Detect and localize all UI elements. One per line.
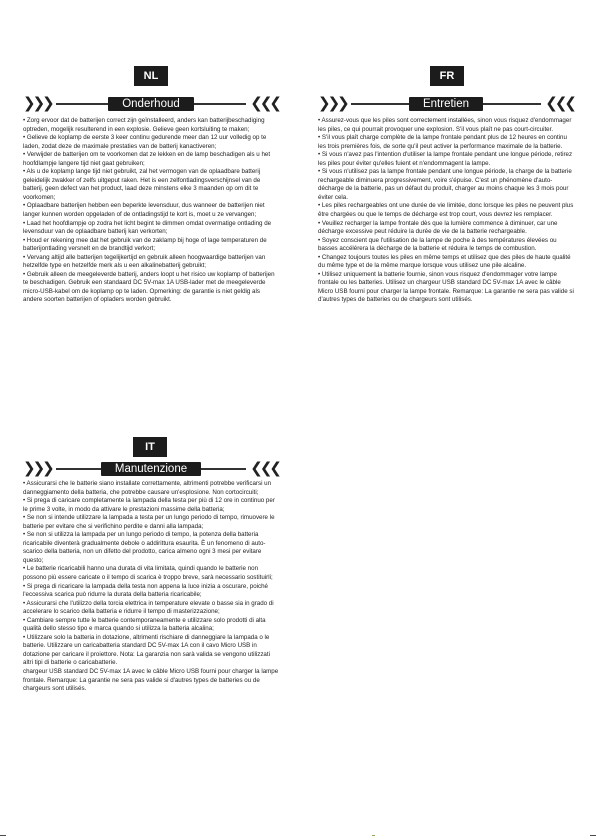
paragraph: • Assicurarsi che l'utilizzo della torcia elettrica in temperature elevate o basse sia in grado di accelerare lo scarico della batteria e ridurre il tempo di masterizzazione; <box>23 599 274 616</box>
page-edge-mark-center <box>372 835 375 837</box>
section-header-it <box>23 461 279 477</box>
paragraph: • Si vous n'utilisez pas la lampe frontale pendant une longue période, la charge de la batterie rechargeable diminuera progressivement, voire s'épuise. C'est un phénomène d'auto-décharge de la batterie, pas un défaut du produit, charger au moins chaque les 3 mois pour éviter cela. <box>318 168 572 201</box>
paragraph: • Le batterie ricaricabili hanno una durata di vita limitata, quindi quando le batterie non possono più essere caricate o il tempo di scarica è troppo breve, sarà necessario sostituirli; <box>23 565 273 582</box>
section-header-nl <box>23 96 279 112</box>
chevron-right-icon: ❯❯❯ <box>23 94 56 112</box>
paragraph: • Oplaadbare batterijen hebben een beperkte levensduur, dus wanneer de batterijen niet langer kunnen worden opgeladen of de ontladingstijd te kort is, moet u ze vervangen; <box>23 202 265 219</box>
page-edge-mark-right <box>590 835 596 837</box>
chevron-left-icon: ❮❮❮ <box>246 94 279 112</box>
paragraph: • Si prega di ricaricare la lampada della testa non appena la luce inizia a oscurare, poiché l'eccessiva scarica può ridurre la durata della batteria ricaricabile; <box>23 582 268 599</box>
paragraph: • Changez toujours toutes les piles en même temps et utilisez que des piles de haute qualité du même type et de la même marque lorsque vous utilisez une pile alcaline. <box>318 253 571 270</box>
paragraph: • S'il vous plaît charge complète de la lampe frontale pendant plus de 12 heures en continu les trois premières fois, de sorte qu'il peut activer la performance maximale de la batterie. <box>318 134 567 150</box>
paragraph: • Si vous n'avez pas l'intention d'utiliser la lampe frontale pendant une longue période, retirez les piles pour éviter qu'elles fuient et n'endommagent la lampe. <box>318 151 573 167</box>
paragraph: • Verwijder de batterijen om te voorkomen dat ze lekken en de lamp beschadigen als u het hoofdlampje langere tijd niet gaat gebruiken; <box>23 151 271 167</box>
paragraph: • Als u de koplamp lange tijd niet gebruikt, zal het vermogen van de oplaadbare batterij geleidelijk zwakker of zelfs uitgeput raken. Het is een zelfontladingsverschijnsel van de batterij, geen defect van het product, laad deze minstens elke 3 maanden op om dit te voorkomen; <box>23 168 261 201</box>
chevron-left-icon: ❮❮❮ <box>541 94 574 112</box>
section-body-fr <box>318 117 574 305</box>
section-it <box>23 437 279 827</box>
section-body-it <box>23 480 279 694</box>
paragraph: • Laad het hoofdlampje op zodra het licht begint te dimmen omdat overmatige ontlading de levensduur van de oplaadbare batterij kan verkorten; <box>23 219 272 236</box>
paragraph: • Vervang altijd alle batterijen tegelijkertijd en gebruik alleen hoogwaardige batterijen van hetzelfde type en hetzelfde merk als u een alkalinebatterij gebruikt; <box>23 253 266 270</box>
section-header-fr <box>318 96 574 112</box>
paragraph: • Se non si utilizza la lampada per un lungo periodo di tempo, la potenza della batteria ricaricabile diventerà gradualmente debole o addirittura esaurita. È un fenomeno di auto-scarico della batteria, non un difetto del prodotto, carica almeno ogni 3 mesi per evitare questo; <box>23 531 266 564</box>
paragraph: • Houd er rekening mee dat het gebruik van de zaklamp bij hoge of lage temperaturen de batterijontlading versnelt en de brandtijd verkort; <box>23 236 267 253</box>
chevron-right-icon: ❯❯❯ <box>23 459 56 477</box>
paragraph: • Cambiare sempre tutte le batterie contemporaneamente e utilizzare solo prodotti di alta qualità dello stesso tipo e marca quando si utilizza la batteria alcalina; <box>23 616 266 633</box>
paragraph: • Gelieve de koplamp de eerste 3 keer continu gedurende meer dan 12 uur volledig op te laden, zodat deze de maximale prestaties van de batterij kanactiveren; <box>23 134 267 150</box>
section-heading-it: Manutenzione <box>101 462 201 476</box>
paragraph: • Zorg ervoor dat de batterijen correct zijn geïnstalleerd, anders kan batterijbeschadiging optreden, mogelijk resulterend in een explosie. Gelieve geen kortsluiting te maken; <box>23 117 265 133</box>
paragraph: • Utilizzare solo la batteria in dotazione, altrimenti rischiare di danneggiare la lampada o le batterie. Utilizzare un caricabatteria standard DC 5V-max 1A con il cavo Micro USB in dotazione per caricare il proiettore. Nota: La garanzia non sarà valida se vengono utilizzati altri tipi di batterie o caricabatterie. <box>23 633 270 667</box>
paragraph: • Veuillez recharger la lampe frontale dès que la lumière commence à diminuer, car une décharge excessive peut réduire la durée de vie de la batterie rechargeable. <box>318 219 558 236</box>
language-badge-nl: NL <box>134 66 168 86</box>
paragraph: • Les piles rechargeables ont une durée de vie limitée, donc lorsque les piles ne peuvent plus être chargées ou que le temps de décharge est trop court, vous devrez les remplacer. <box>318 202 574 219</box>
page-edge-mark-left <box>0 835 6 837</box>
section-heading-fr: Entretien <box>409 97 483 111</box>
paragraph: • Soyez conscient que l'utilisation de la lampe de poche à des températures élevées ou basses accélérera la décharge de la batterie et réduira le temps de combustion. <box>318 236 557 253</box>
section-nl <box>23 66 279 406</box>
paragraph: • Si prega di caricare completamente la lampada della testa per più di 12 ore in continuo per le prime 3 volte, in modo da attivare le prestazioni massime della batteria; <box>23 497 275 513</box>
chevron-left-icon: ❮❮❮ <box>246 459 279 477</box>
paragraph: • Assurez-vous que les piles sont correctement installées, sinon vous risquez d'endommager les piles, ce qui pourrait provoquer une explosion. S'il vous plaît ne pas court-circuiter. <box>318 117 572 133</box>
section-fr <box>318 66 574 436</box>
paragraph: • Gebruik alleen de meegeleverde batterij, anders loopt u het risico uw koplamp of batterijen te beschadigen. Gebruik een standaard DC 5V-max 1A USB-lader met de meegeleverde micro-USB-kabel om de koplamp op te laden. Opmerking: de garantie is niet geldig als andere soorten batterijen of opladers worden gebruikt. <box>23 270 275 304</box>
paragraph: chargeur USB standard DC 5V-max 1A avec le câble Micro USB fourni pour charger la lampe frontale. Remarque: La garantie ne sera pas valide si d'autres types de batteries ou de chargeurs sont utilisés. <box>23 668 279 693</box>
section-body-nl <box>23 117 279 305</box>
paragraph: • Se non si intende utilizzare la lampada a testa per un lungo periodo di tempo, rimuovere le batterie per evitare che si verifichino perdite e danni alla lampada; <box>23 514 275 530</box>
chevron-right-icon: ❯❯❯ <box>318 94 351 112</box>
section-heading-nl: Onderhoud <box>108 97 194 111</box>
paragraph: • Utilisez uniquement la batterie fournie, sinon vous risquez d'endommager votre lampe frontale ou les batteries. Utilisez un chargeur USB standard DC 5V-max 1A avec le câble Micro USB fourni pour charger la lampe frontale. Remarque: La garantie ne sera pas valide si d'autres types de batteries ou de chargeurs sont utilisés. <box>318 270 574 304</box>
paragraph: • Assicurarsi che le batterie siano installate correttamente, altrimenti potrebbe verificarsi un danneggiamento della batteria, che potrebbe causare un'esplosione. Non cortocircuiti; <box>23 480 272 496</box>
language-badge-fr: FR <box>430 66 464 86</box>
language-badge-it: IT <box>133 437 167 457</box>
